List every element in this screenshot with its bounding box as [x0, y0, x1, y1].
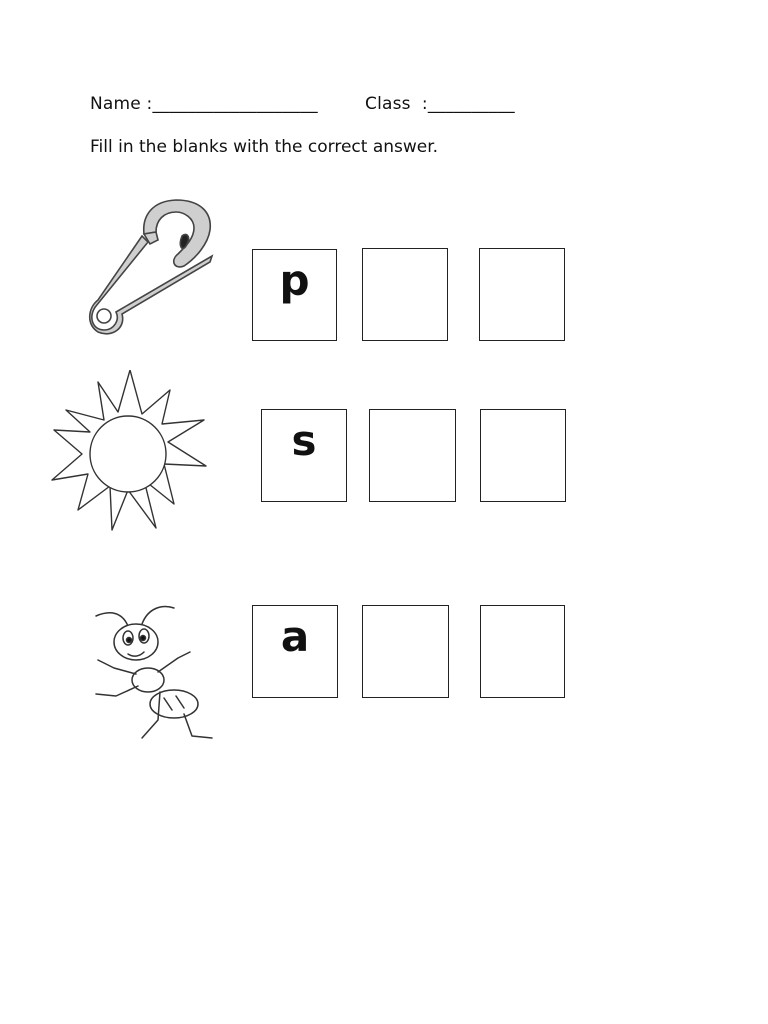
- letter-box-text: [363, 606, 448, 616]
- letter-box[interactable]: [252, 605, 338, 698]
- letter-box-text: [363, 249, 447, 259]
- letter-box-text: a: [280, 612, 310, 661]
- class-field-label[interactable]: Class :__________: [365, 94, 515, 114]
- letter-box[interactable]: [252, 249, 337, 341]
- letter-box[interactable]: [480, 409, 566, 502]
- sun-icon: [48, 370, 208, 532]
- letter-box[interactable]: [480, 605, 565, 698]
- letter-box[interactable]: [261, 409, 347, 502]
- letter-box[interactable]: [362, 248, 448, 341]
- letter-box-text: [370, 410, 455, 420]
- letter-box-text: [480, 249, 564, 259]
- letter-box-text: [481, 410, 565, 420]
- name-field-label[interactable]: Name :___________________: [90, 94, 318, 114]
- letter-box-text: s: [291, 416, 317, 465]
- letter-box-text: p: [279, 256, 310, 305]
- safety-pin-icon: [86, 196, 216, 336]
- ant-icon: [88, 602, 216, 742]
- letter-box[interactable]: [479, 248, 565, 341]
- letter-box[interactable]: [369, 409, 456, 502]
- letter-box-text: [481, 606, 564, 616]
- instructions-text: Fill in the blanks with the correct answer.: [90, 137, 439, 157]
- letter-box[interactable]: [362, 605, 449, 698]
